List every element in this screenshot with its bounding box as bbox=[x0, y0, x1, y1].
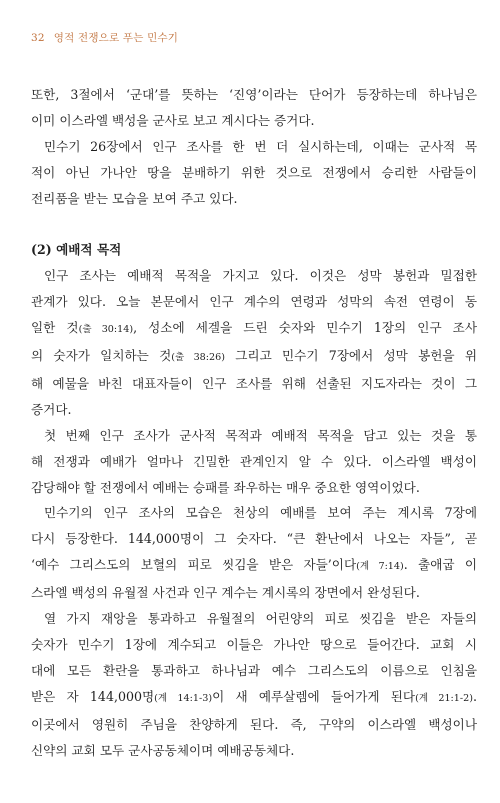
text-line: 해 예물을 바친 대표자들이 인구 조사를 위해 선출된 지도자라는 것이 그 bbox=[31, 375, 477, 391]
text-line: 신약의 교회 모두 군사공동체이며 예배공동체다. bbox=[31, 742, 295, 758]
text-line: 숫자가 민수기 1장에 계수되고 이들은 가나안 땅으로 들어간다. 교회 시 bbox=[31, 637, 477, 653]
text-segment: 의 숫자가 일치하는 것 bbox=[31, 348, 172, 364]
text-line: 첫 번째 인구 조사가 군사적 목적과 예배적 목적을 담고 있는 것을 통 bbox=[44, 427, 477, 443]
text-line: 민수기의 인구 조사의 모습은 천상의 예배를 보여 주는 계시록 7장에 bbox=[44, 505, 477, 521]
text-line: 해 전쟁과 예배가 얼마나 긴밀한 관계인지 알 수 있다. 이스라엘 백성이 bbox=[31, 453, 477, 469]
text-line: 대에 모든 환란을 통과하고 하나님과 예수 그리스도의 이름으로 인침을 bbox=[31, 662, 477, 678]
scripture-reference: (출 30:14) bbox=[78, 324, 134, 336]
scripture-reference: (계 14:1-3) bbox=[154, 692, 213, 704]
text-line bbox=[31, 315, 477, 343]
text-segment: 그리고 민수기 7장에서 성막 봉헌을 위 bbox=[224, 348, 477, 364]
paragraph bbox=[31, 606, 477, 763]
body-text bbox=[31, 82, 477, 764]
text-line: 적이 아닌 가나안 땅을 분배하기 위한 것으로 전쟁에서 승리한 사람들이 bbox=[31, 164, 477, 180]
scripture-reference: (출 38:26) bbox=[171, 352, 225, 364]
paragraph bbox=[31, 263, 477, 422]
text-line: 이곳에서 영원히 주님을 찬양하게 된다. 즉, 구약의 이스라엘 백성이나 bbox=[31, 716, 477, 732]
text-line: 스라엘 백성의 유월절 사건과 인구 계수는 계시록의 장면에서 완성된다. bbox=[31, 585, 420, 601]
text-line: 관계가 있다. 오늘 본문에서 인구 계수의 연령과 성막의 속전 연령이 동 bbox=[31, 294, 477, 310]
paragraph bbox=[31, 423, 477, 501]
text-line: 인구 조사는 예배적 목적을 가지고 있다. 이것은 성막 봉헌과 밀접한 bbox=[44, 268, 477, 284]
text-line: 감당해야 할 전쟁에서 예배는 승패를 좌우하는 매우 중요한 영역이었다. bbox=[31, 479, 420, 495]
running-header bbox=[31, 30, 178, 45]
text-line: 전리품을 받는 모습을 보여 주고 있다. bbox=[31, 190, 238, 206]
text-segment: . bbox=[472, 688, 477, 704]
spacer bbox=[31, 212, 477, 238]
text-line: 이미 이스라엘 백성을 군사로 보고 계시다는 증거다. bbox=[31, 112, 315, 128]
text-segment: 이 새 예루살렘에 들어가게 된다 bbox=[212, 688, 416, 704]
text-segment: . 출애굽 이 bbox=[403, 557, 477, 573]
text-line: 또한, 3절에서 ‘군대’를 뜻하는 ‘진영’이라는 단어가 등장하는데 하나님은 bbox=[31, 87, 477, 102]
text-segment: ‘예수 그리스도의 보혈의 피로 씻김을 받은 자들’이다 bbox=[31, 557, 357, 573]
paragraph bbox=[31, 82, 477, 134]
page-number: 32 bbox=[31, 32, 45, 44]
text-segment: , 성소에 세겔을 드린 숫자와 민수기 1장의 인구 조사 bbox=[133, 320, 477, 336]
section-heading: (2) 예배적 목적 bbox=[31, 242, 122, 258]
text-line: 민수기 26장에서 인구 조사를 한 번 더 실시하는데, 이때는 군사적 목 bbox=[44, 138, 477, 154]
text-line: 열 가지 재앙을 통과하고 유월절의 어린양의 피로 씻김을 받은 자들의 bbox=[44, 611, 477, 627]
paragraph bbox=[31, 134, 477, 212]
text-line bbox=[31, 552, 477, 580]
text-line: 증거다. bbox=[31, 401, 72, 417]
text-line bbox=[31, 684, 477, 712]
scripture-reference: (계 7:14) bbox=[356, 561, 404, 573]
text-segment: 일한 것 bbox=[31, 320, 79, 336]
book-title: 영적 전쟁으로 푸는 민수기 bbox=[53, 32, 179, 44]
text-segment: 받은 자 144,000명 bbox=[31, 688, 155, 704]
paragraph bbox=[31, 500, 477, 606]
text-line: 다시 등장한다. 144,000명이 그 숫자다. “큰 환난에서 나오는 자들”, 곧 bbox=[31, 531, 477, 547]
scripture-reference: (계 21:1-2) bbox=[415, 692, 473, 704]
text-line bbox=[31, 343, 477, 371]
